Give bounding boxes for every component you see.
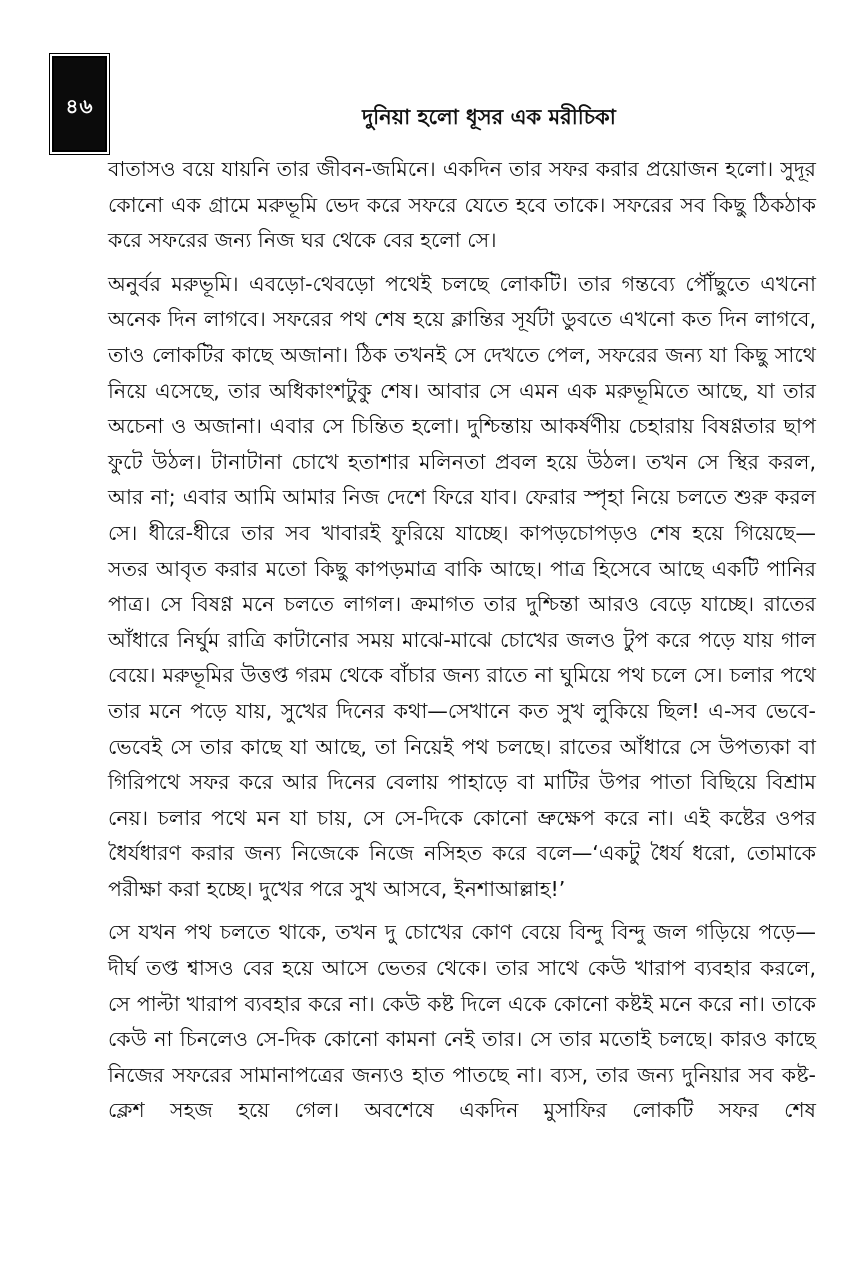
body-text bbox=[108, 152, 816, 1137]
paragraph-1: বাতাসও বয়ে যায়নি তার জীবন-জমিনে। একদিন তার সফর করার প্রয়োজন হলো। সুদূর কোনো এক গ্রামে মরুভূমি ভেদ করে সফরে যেতে হবে তাকে। সফরের সব কিছু ঠিকঠাক করে সফরের জন্য নিজ ঘর থেকে বের হলো সে। bbox=[108, 157, 816, 253]
page-number: ৪৬ bbox=[65, 94, 94, 118]
paragraph-3: সে যখন পথ চলতে থাকে, তখন দু চোখের কোণ বেয়ে বিন্দু বিন্দু জল গড়িয়ে পড়ে— দীর্ঘ তপ্ত শ্বাসও বের হয়ে আসে ভেতর থেকে। তার সাথে কেউ খারাপ ব্যবহার করলে, সে পাল্টা খারাপ ব্যবহার করে না। কেউ কষ্ট দিলে একে কোনো কষ্টই মনে করে না। তাকে কেউ না চিনলেও সে-দিক কোনো কামনা নেই তার। সে তার মতোই চলছে। কারও কাছে নিজের সফরের সামানাপত্রের জন্যও হাত পাতছে না। ব্যস, তার জন্য দুনিয়ার সব কষ্ট-ক্লেশ সহজ হয়ে গেল। অবশেষে একদিন মুসাফির লোকটি সফর শেষ bbox=[108, 920, 816, 1123]
paragraph-2: অনুর্বর মরুভূমি। এবড়ো-থেবড়ো পথেই চলছে লোকটি। তার গন্তব্যে পৌঁছুতে এখনো অনেক দিন লাগবে। সফরের পথ শেষ হয়ে ক্লান্তির সূর্যটা ডুবতে এখনো কত দিন লাগবে, তাও লোকটির কাছে অজানা। ঠিক তখনই সে দেখতে পেল, সফরের জন্য যা কিছু সাথে নিয়ে এসেছে, তার অধিকাংশটুকু শেষ। আবার সে এমন এক মরুভূমিতে আছে, যা তার অচেনা ও অজানা। এবার সে চিন্তিত হলো। দুশ্চিন্তায় আকর্ষণীয় চেহারায় বিষণ্ণতার ছাপ ফুটে উঠল। টানাটানা চোখে হতাশার মলিনতা প্রবল হয়ে উঠল। তখন সে স্থির করল, আর না; এবার আমি আমার নিজ দেশে ফিরে যাব। ফেরার স্পৃহা নিয়ে চলতে শুরু করল সে। ধীরে-ধীরে তার সব খাবারই ফুরিয়ে যাচ্ছে। কাপড়চোপড়ও শেষ হয়ে গিয়েছে— সতর আবৃত করার মতো কিছু কাপড়মাত্র বাকি আছে। পাত্র হিসেবে আছে একটি পানির পাত্র। সে বিষণ্ণ মনে চলতে লাগল। ক্রমাগত তার দুশ্চিন্তা আরও বেড়ে যাচ্ছে। রাতের আঁধারে নির্ঘুম রাত্রি কাটানোর সময় মাঝে-মাঝে চোখের জলও টুপ করে পড়ে যায় গাল বেয়ে। মরুভূমির উত্তপ্ত গরম থেকে বাঁচার জন্য রাতে না ঘুমিয়ে পথ চলে সে। চলার পথে তার মনে পড়ে যায়, সুখের দিনের কথা—সেখানে কত সুখ লুকিয়ে ছিল! এ-সব ভেবে-ভেবেই সে তার কাছে যা আছে, তা নিয়েই পথ চলছে। রাতের আঁধারে সে উপত্যকা বা গিরিপথে সফর করে আর দিনের বেলায় পাহাড়ে বা মাটির উপর পাতা বিছিয়ে বিশ্রাম নেয়। চলার পথে মন যা চায়, সে সে-দিকে কোনো ভ্রুক্ষেপ করে না। এই কষ্টের ওপর ধৈর্যধারণ করার জন্য নিজেকে নিজে নসিহত করে বলে—‘একটু ধৈর্য ধরো, তোমাকে পরীক্ষা করা হচ্ছে। দুখের পরে সুখ আসবে, ইনশাআল্লাহ!’ bbox=[108, 271, 816, 901]
running-title: দুনিয়া হলো ধূসর এক মরীচিকা bbox=[362, 105, 616, 129]
